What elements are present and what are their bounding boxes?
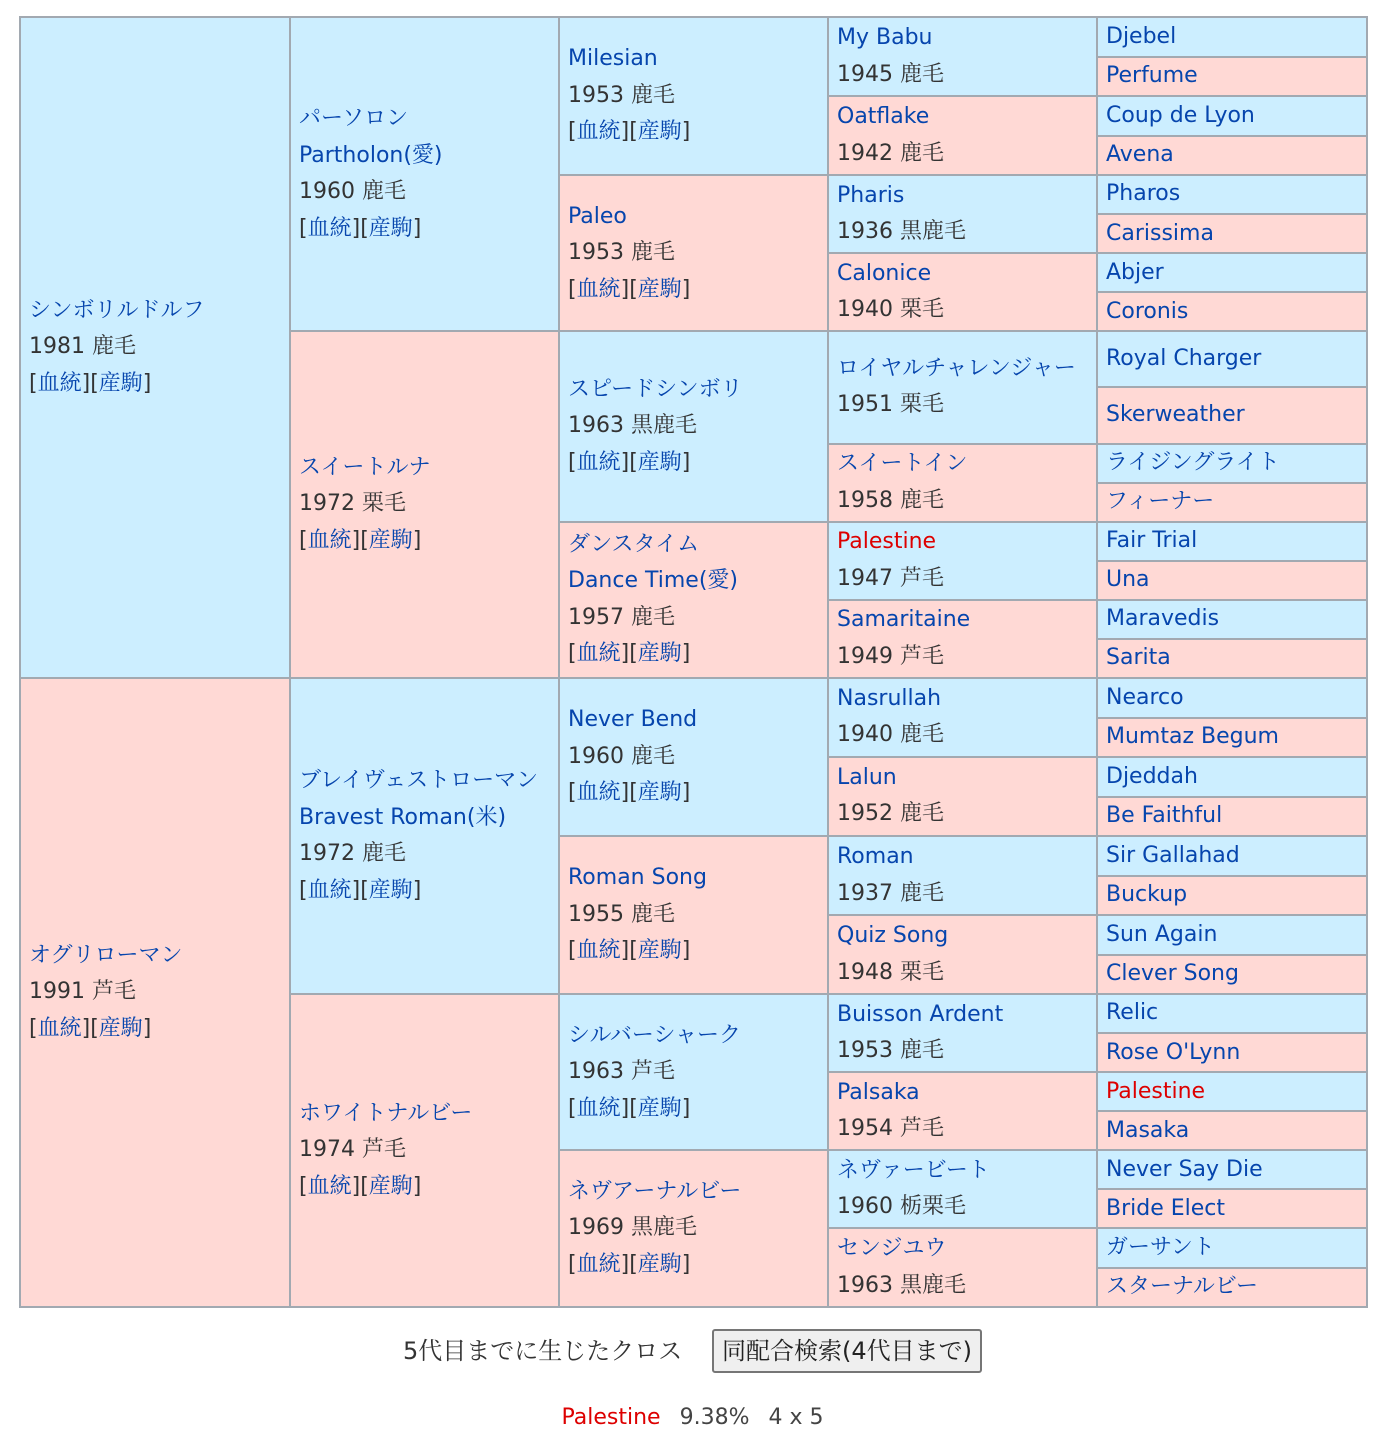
g5-name-link[interactable]: Rose O'Lynn <box>1106 1039 1241 1065</box>
g4-cell-11 <box>828 836 1097 915</box>
dam-dam-dam-links: [血統][産駒] <box>568 1251 691 1277</box>
pedigree-link[interactable]: 血統 <box>576 1251 621 1277</box>
dam-cell <box>20 678 290 1307</box>
dam-dam-sire-cell <box>559 994 828 1150</box>
progeny-link[interactable]: 産駒 <box>637 641 682 667</box>
g5-name-link[interactable]: Royal Charger <box>1106 346 1262 372</box>
g4-name-link-9[interactable]: Nasrullah <box>837 685 942 711</box>
g5-cell-4 <box>1097 136 1367 175</box>
g4-info-4: 1940 栗毛 <box>837 297 944 323</box>
sire-sire-origin-link[interactable]: Partholon(愛) <box>299 142 443 168</box>
g4-info-15: 1960 栃栗毛 <box>837 1194 966 1220</box>
g4-name-link-12[interactable]: Quiz Song <box>837 923 949 949</box>
dam-dam-sire-links: [血統][産駒] <box>568 1095 691 1121</box>
g5-name-link[interactable]: Relic <box>1106 1000 1159 1026</box>
g4-info-1: 1945 鹿毛 <box>837 61 944 87</box>
g5-name-link[interactable]: Masaka <box>1106 1117 1190 1143</box>
g5-name-link[interactable]: Djebel <box>1106 23 1177 49</box>
g5-name-link[interactable]: Perfume <box>1106 63 1198 89</box>
g4-cell-7 <box>828 522 1097 600</box>
sire-info: 1981 鹿毛 <box>29 334 136 360</box>
cross-title: 5代目までに生じたクロス <box>403 1337 683 1365</box>
pedigree-link[interactable]: 血統 <box>307 1173 352 1199</box>
g4-cell-9 <box>828 678 1097 757</box>
g5-name-link[interactable]: Una <box>1106 566 1150 592</box>
progeny-link[interactable]: 産駒 <box>368 215 413 241</box>
g5-name-link[interactable]: Sarita <box>1106 645 1171 671</box>
progeny-link[interactable]: 産駒 <box>637 119 682 145</box>
g4-name-link-6[interactable]: スイートイン <box>837 451 968 477</box>
sire-dam-cell <box>290 331 559 677</box>
g5-cell-20 <box>1097 797 1367 836</box>
g4-info-12: 1948 栗毛 <box>837 959 944 985</box>
dam-dam-dam-info: 1969 黒鹿毛 <box>568 1215 697 1241</box>
sire-sire-dam-cell <box>559 175 828 331</box>
dam-name-link[interactable]: オグリローマン <box>29 942 183 968</box>
sire-dam-sire-info: 1963 黒鹿毛 <box>568 413 697 439</box>
g5-cell-28 <box>1097 1111 1367 1150</box>
g5-cell-13 <box>1097 522 1367 561</box>
dam-sire-origin-link[interactable]: Bravest Roman(米) <box>299 804 507 830</box>
g5-name-link[interactable]: フィーナー <box>1106 488 1215 514</box>
dam-sire-dam-cell <box>559 836 828 994</box>
cross-percent: 9.38% <box>679 1405 750 1430</box>
g5-cell-30 <box>1097 1189 1367 1228</box>
g5-name-link[interactable]: Be Faithful <box>1106 803 1223 829</box>
progeny-link[interactable]: 産駒 <box>368 877 413 903</box>
g4-name-link-13[interactable]: Buisson Ardent <box>837 1001 1004 1027</box>
progeny-link[interactable]: 産駒 <box>98 370 143 396</box>
g4-name-link-2[interactable]: Oatflake <box>837 104 930 130</box>
g5-name-link[interactable]: Pharos <box>1106 181 1181 207</box>
progeny-link[interactable]: 産駒 <box>368 527 413 553</box>
g5-name-link[interactable]: Abjer <box>1106 259 1164 285</box>
sire-dam-dam-origin-link[interactable]: Dance Time(愛) <box>568 568 738 594</box>
g5-name-link[interactable]: Avena <box>1106 142 1174 168</box>
g4-cell-14 <box>828 1072 1097 1150</box>
dam-sire-dam-links: [血統][産駒] <box>568 938 691 964</box>
g5-name-link[interactable]: Fair Trial <box>1106 527 1198 553</box>
dam-dam-dam-name-link[interactable]: ネヴアーナルビー <box>568 1178 742 1204</box>
g4-name-link-7[interactable]: Palestine <box>837 529 937 555</box>
g5-cell-15 <box>1097 600 1367 639</box>
sire-dam-dam-links: [血統][産駒] <box>568 641 691 667</box>
dam-info: 1991 芦毛 <box>29 979 136 1005</box>
pedigree-table <box>19 16 1368 1308</box>
g4-name-link-5[interactable]: ロイヤルチャレンジャー <box>837 355 1076 381</box>
sire-sire-links: [血統][産駒] <box>299 215 422 241</box>
g5-cell-26 <box>1097 1033 1367 1072</box>
g5-name-link[interactable]: スターナルビー <box>1106 1274 1259 1299</box>
g4-info-2: 1942 鹿毛 <box>837 140 944 166</box>
sire-sire-name-link[interactable]: パーソロン <box>299 106 409 132</box>
g4-name-link-4[interactable]: Calonice <box>837 260 932 286</box>
g4-info-16: 1963 黒鹿毛 <box>837 1272 966 1298</box>
g4-name-link-1[interactable]: My Babu <box>837 25 933 51</box>
g5-name-link[interactable]: Djeddah <box>1106 763 1198 789</box>
g4-info-10: 1952 鹿毛 <box>837 801 944 827</box>
sire-sire-dam-name-link[interactable]: Paleo <box>568 203 627 229</box>
pedigree-link[interactable]: 血統 <box>576 449 621 475</box>
g5-name-link[interactable]: Sir Gallahad <box>1106 842 1240 868</box>
dam-dam-info: 1974 芦毛 <box>299 1137 406 1163</box>
g5-name-link[interactable]: Bride Elect <box>1106 1195 1226 1221</box>
pedigree-link[interactable]: 血統 <box>576 641 621 667</box>
dam-sire-sire-cell <box>559 678 828 836</box>
pedigree-link[interactable]: 血統 <box>307 215 352 241</box>
g5-cell-29 <box>1097 1150 1367 1189</box>
sire-cell <box>20 17 290 678</box>
g5-name-link[interactable]: ガーサント <box>1106 1234 1215 1260</box>
sire-dam-sire-cell <box>559 331 828 521</box>
g4-cell-5 <box>828 331 1097 443</box>
g4-cell-2 <box>828 96 1097 175</box>
g4-name-link-14[interactable]: Palsaka <box>837 1079 920 1105</box>
g4-info-3: 1936 黒鹿毛 <box>837 219 966 245</box>
pedigree-link[interactable]: 血統 <box>576 1095 621 1121</box>
g4-cell-12 <box>828 915 1097 994</box>
cross-horse-name[interactable]: Palestine <box>561 1405 661 1430</box>
g4-info-9: 1940 鹿毛 <box>837 722 944 748</box>
g5-cell-21 <box>1097 836 1367 876</box>
g5-cell-19 <box>1097 757 1367 797</box>
dam-dam-cell <box>290 994 559 1307</box>
g5-cell-5 <box>1097 175 1367 214</box>
g5-cell-10 <box>1097 387 1367 443</box>
g5-cell-18 <box>1097 718 1367 757</box>
dam-sire-links: [血統][産駒] <box>299 877 422 903</box>
pedigree-link[interactable]: 血統 <box>576 938 621 964</box>
g5-cell-27 <box>1097 1072 1367 1111</box>
g5-cell-8 <box>1097 292 1367 331</box>
g5-cell-9 <box>1097 331 1367 387</box>
g5-cell-1 <box>1097 17 1367 57</box>
progeny-link[interactable]: 産駒 <box>637 938 682 964</box>
dam-sire-name-link[interactable]: ブレイヴェストローマン <box>299 768 539 793</box>
sire-dam-sire-links: [血統][産駒] <box>568 449 691 475</box>
g5-name-link[interactable]: Palestine <box>1106 1078 1206 1104</box>
g5-cell-6 <box>1097 214 1367 253</box>
pedigree-link[interactable]: 血統 <box>576 119 621 145</box>
dam-sire-sire-name-link[interactable]: Never Bend <box>568 707 698 733</box>
dam-dam-sire-info: 1963 芦毛 <box>568 1059 675 1085</box>
g5-name-link[interactable]: Mumtaz Begum <box>1106 724 1279 750</box>
g5-cell-3 <box>1097 96 1367 136</box>
g4-info-6: 1958 鹿毛 <box>837 487 944 513</box>
g5-name-link[interactable]: Skerweather <box>1106 402 1245 428</box>
pedigree-link[interactable]: 血統 <box>576 276 621 302</box>
progeny-link[interactable]: 産駒 <box>637 1095 682 1121</box>
progeny-link[interactable]: 産駒 <box>637 780 682 806</box>
g4-cell-10 <box>828 757 1097 836</box>
dam-dam-dam-cell <box>559 1150 828 1307</box>
g4-name-link-11[interactable]: Roman <box>837 844 914 870</box>
sire-sire-dam-info: 1953 鹿毛 <box>568 240 675 266</box>
sire-dam-info: 1972 栗毛 <box>299 491 406 517</box>
dam-links: [血統][産駒] <box>29 1015 152 1041</box>
sire-sire-dam-links: [血統][産駒] <box>568 276 691 302</box>
g4-info-13: 1953 鹿毛 <box>837 1038 944 1064</box>
progeny-link[interactable]: 産駒 <box>368 1173 413 1199</box>
g5-cell-31 <box>1097 1228 1367 1267</box>
g4-info-7: 1947 芦毛 <box>837 565 944 591</box>
g5-name-link[interactable]: Nearco <box>1106 684 1184 710</box>
same-cross-search-button[interactable]: 同配合検索(4代目まで) <box>712 1329 982 1373</box>
sire-sire-sire-links: [血統][産駒] <box>568 119 691 145</box>
g4-name-link-16[interactable]: センジユウ <box>837 1236 947 1262</box>
g5-cell-7 <box>1097 253 1367 292</box>
g5-name-link[interactable]: Coup de Lyon <box>1106 102 1255 128</box>
g5-cell-16 <box>1097 639 1367 678</box>
g5-cell-24 <box>1097 955 1367 994</box>
g4-cell-13 <box>828 994 1097 1072</box>
g4-name-link-3[interactable]: Pharis <box>837 182 905 208</box>
sire-sire-sire-name-link[interactable]: Milesian <box>568 46 658 72</box>
dam-dam-name-link[interactable]: ホワイトナルビー <box>299 1100 473 1126</box>
g5-name-link[interactable]: Clever Song <box>1106 961 1239 987</box>
g5-name-link[interactable]: Maravedis <box>1106 605 1220 631</box>
g5-cell-32 <box>1097 1268 1367 1307</box>
dam-dam-links: [血統][産駒] <box>299 1173 422 1199</box>
dam-dam-sire-name-link[interactable]: シルバーシャーク <box>568 1022 742 1048</box>
dam-sire-sire-info: 1960 鹿毛 <box>568 743 675 769</box>
sire-sire-info: 1960 鹿毛 <box>299 179 406 205</box>
progeny-link[interactable]: 産駒 <box>98 1015 143 1041</box>
sire-dam-name-link[interactable]: スイートルナ <box>299 454 431 480</box>
cross-section <box>0 1326 1385 1375</box>
pedigree-link[interactable]: 血統 <box>307 527 352 553</box>
cross-result-row <box>0 1402 1385 1434</box>
pedigree-link[interactable]: 血統 <box>307 877 352 903</box>
g4-cell-15 <box>828 1150 1097 1228</box>
dam-sire-dam-name-link[interactable]: Roman Song <box>568 865 707 891</box>
sire-sire-sire-info: 1953 鹿毛 <box>568 82 675 108</box>
dam-sire-dam-info: 1955 鹿毛 <box>568 901 675 927</box>
progeny-link[interactable]: 産駒 <box>637 1251 682 1277</box>
g5-cell-23 <box>1097 915 1367 955</box>
sire-name-link[interactable]: シンボリルドルフ <box>29 297 205 323</box>
g5-cell-14 <box>1097 561 1367 600</box>
progeny-link[interactable]: 産駒 <box>637 449 682 475</box>
dam-sire-info: 1972 鹿毛 <box>299 841 406 866</box>
g5-cell-17 <box>1097 678 1367 718</box>
g5-name-link[interactable]: ライジングライト <box>1106 449 1280 475</box>
dam-sire-cell <box>290 678 559 994</box>
g4-info-14: 1954 芦毛 <box>837 1116 944 1142</box>
g5-name-link[interactable]: Buckup <box>1106 882 1188 908</box>
g4-name-link-10[interactable]: Lalun <box>837 764 897 790</box>
g4-name-link-15[interactable]: ネヴァービート <box>837 1157 990 1183</box>
sire-links: [血統][産駒] <box>29 370 152 396</box>
g4-info-8: 1949 芦毛 <box>837 643 944 669</box>
sire-dam-dam-name-link[interactable]: ダンスタイム <box>568 531 700 557</box>
cross-generations: 4 x 5 <box>768 1405 824 1430</box>
g4-info-5: 1951 栗毛 <box>837 392 944 418</box>
g5-cell-2 <box>1097 57 1367 96</box>
g5-cell-12 <box>1097 483 1367 522</box>
g4-cell-16 <box>828 1228 1097 1307</box>
g4-name-link-8[interactable]: Samaritaine <box>837 607 971 633</box>
g5-name-link[interactable]: Coronis <box>1106 298 1189 324</box>
g4-cell-4 <box>828 253 1097 331</box>
pedigree-link[interactable]: 血統 <box>37 1015 82 1041</box>
sire-dam-sire-name-link[interactable]: スピードシンボリ <box>568 376 743 402</box>
sire-sire-sire-cell <box>559 17 828 175</box>
sire-dam-dam-cell <box>559 522 828 678</box>
pedigree-link[interactable]: 血統 <box>37 370 82 396</box>
g5-cell-11 <box>1097 444 1367 483</box>
g5-name-link[interactable]: Never Say Die <box>1106 1156 1263 1182</box>
dam-sire-sire-links: [血統][産駒] <box>568 780 691 806</box>
sire-dam-links: [血統][産駒] <box>299 527 422 553</box>
g5-name-link[interactable]: Carissima <box>1106 220 1214 246</box>
pedigree-link[interactable]: 血統 <box>576 780 621 806</box>
sire-sire-cell <box>290 17 559 331</box>
g4-cell-1 <box>828 17 1097 96</box>
g4-cell-8 <box>828 600 1097 678</box>
g4-cell-6 <box>828 444 1097 522</box>
g4-cell-3 <box>828 175 1097 253</box>
g5-cell-25 <box>1097 994 1367 1033</box>
g5-name-link[interactable]: Sun Again <box>1106 921 1218 947</box>
g5-cell-22 <box>1097 876 1367 915</box>
sire-dam-dam-info: 1957 鹿毛 <box>568 604 675 630</box>
progeny-link[interactable]: 産駒 <box>637 276 682 302</box>
g4-info-11: 1937 鹿毛 <box>837 880 944 906</box>
